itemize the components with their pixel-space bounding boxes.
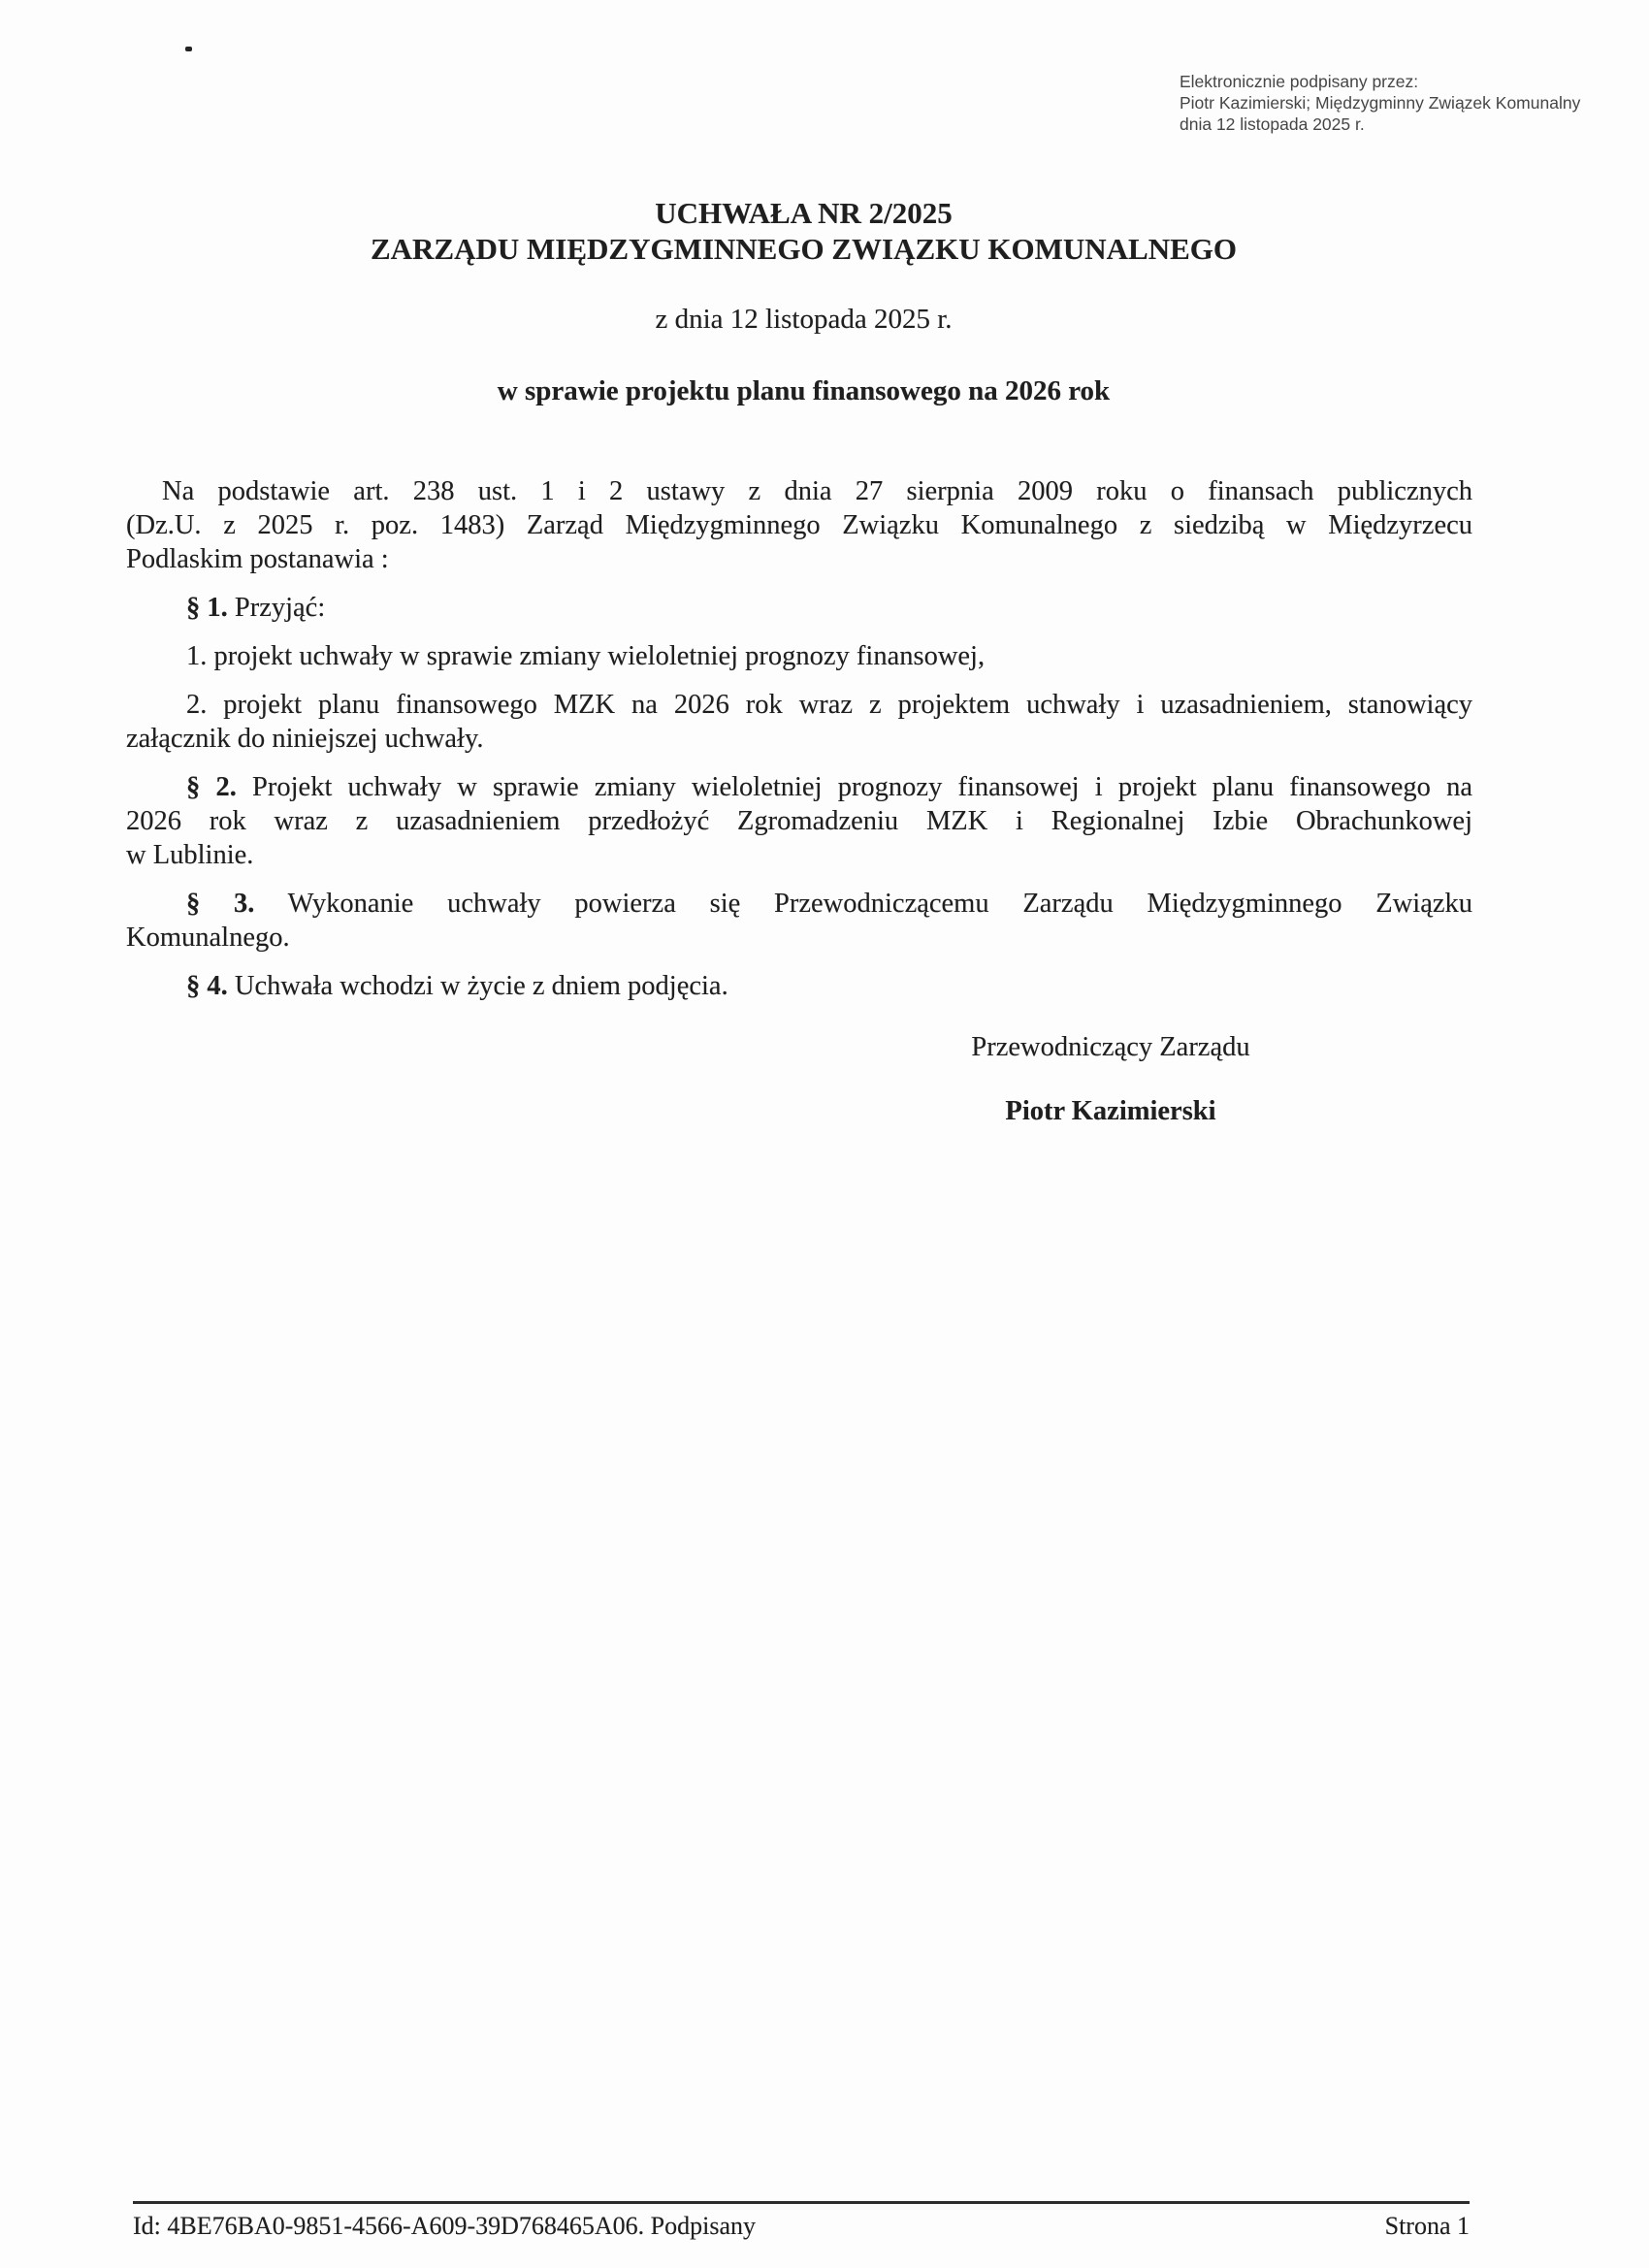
paragraph-line: załącznik do niniejszej uchwały. — [126, 724, 484, 754]
paragraph-line: Na podstawie art. 238 ust. 1 i 2 ustawy z dnia 27 sierpnia 2009 roku o finansach publicznych — [162, 476, 1472, 506]
signatory-role: Przewodniczący Zarządu — [971, 1032, 1250, 1062]
document-heading — [133, 195, 1474, 409]
list-item-1 — [126, 639, 1472, 673]
section-4 — [126, 969, 1472, 1003]
section-2 — [126, 770, 1472, 872]
section-4-text: Uchwała wchodzi w życie z dniem podjęcia. — [234, 971, 728, 1001]
paragraph-line: Komunalnego. — [126, 923, 290, 953]
page-number: Strona 1 — [1384, 2212, 1470, 2240]
paragraph-line — [126, 770, 1472, 804]
paragraph-line: 2026 rok wraz z uzasadnieniem przedłożyć Zgromadzeniu MZK i Regionalnej Izbie Obrachunkowej — [126, 806, 1472, 836]
stamp-signer-name: Piotr Kazimierski; Międzygminny Związek Komunalny — [1180, 93, 1581, 113]
paragraph-line — [126, 887, 1472, 921]
resolution-subject: w sprawie projektu planu finansowego na 2026 rok — [497, 375, 1111, 406]
signatory-name: Piotr Kazimierski — [1005, 1096, 1216, 1126]
document-id: Id: 4BE76BA0-9851-4566-A609-39D768465A06. Podpisany — [133, 2212, 757, 2240]
electronic-signature-stamp — [1180, 71, 1580, 135]
section-2-label: § 2. — [186, 772, 237, 802]
resolution-number-title: UCHWAŁA NR 2/2025 — [655, 196, 953, 230]
paragraph-line: Podlaskim postanawia : — [126, 544, 389, 574]
signature-block — [824, 1030, 1397, 1128]
paragraph-line: w Lublinie. — [126, 840, 254, 870]
page-footer — [133, 2201, 1470, 2241]
section-1 — [126, 591, 1472, 625]
paragraph-line: 1. projekt uchwały w sprawie zmiany wieloletniej prognozy finansowej, — [186, 641, 986, 671]
section-1-text: Przyjąć: — [234, 593, 326, 623]
paragraph-line: (Dz.U. z 2025 r. poz. 1483) Zarząd Międzygminnego Związku Komunalnego z siedzibą w Międzyrzecu — [126, 510, 1472, 540]
scan-artifact-dot — [185, 47, 192, 51]
section-3-label: § 3. — [186, 889, 255, 919]
stamp-signed-by-label: Elektronicznie podpisany przez: — [1180, 72, 1419, 91]
section-1-label: § 1. — [186, 593, 228, 623]
paragraph-line — [126, 591, 1472, 625]
legal-basis-paragraph — [126, 474, 1472, 576]
stamp-sign-date: dnia 12 listopada 2025 r. — [1180, 114, 1365, 134]
paragraph-line — [126, 969, 1472, 1003]
list-item-2 — [126, 688, 1472, 756]
issuing-body-title: ZARZĄDU MIĘDZYGMINNEGO ZWIĄZKU KOMUNALNEGO — [370, 232, 1238, 266]
paragraph-line: 2. projekt planu finansowego MZK na 2026 rok wraz z projektem uchwały i uzasadnieniem, stanowiący — [186, 690, 1472, 720]
section-4-label: § 4. — [186, 971, 228, 1001]
resolution-date: z dnia 12 listopada 2025 r. — [655, 304, 953, 335]
section-3 — [126, 887, 1472, 955]
section-2-text: Projekt uchwały w sprawie zmiany wieloletniej prognozy finansowej i projekt planu finansowego na — [252, 772, 1473, 802]
document-body — [126, 474, 1472, 1003]
section-3-text: Wykonanie uchwały powierza się Przewodniczącemu Zarządu Międzygminnego Związku — [287, 889, 1473, 919]
